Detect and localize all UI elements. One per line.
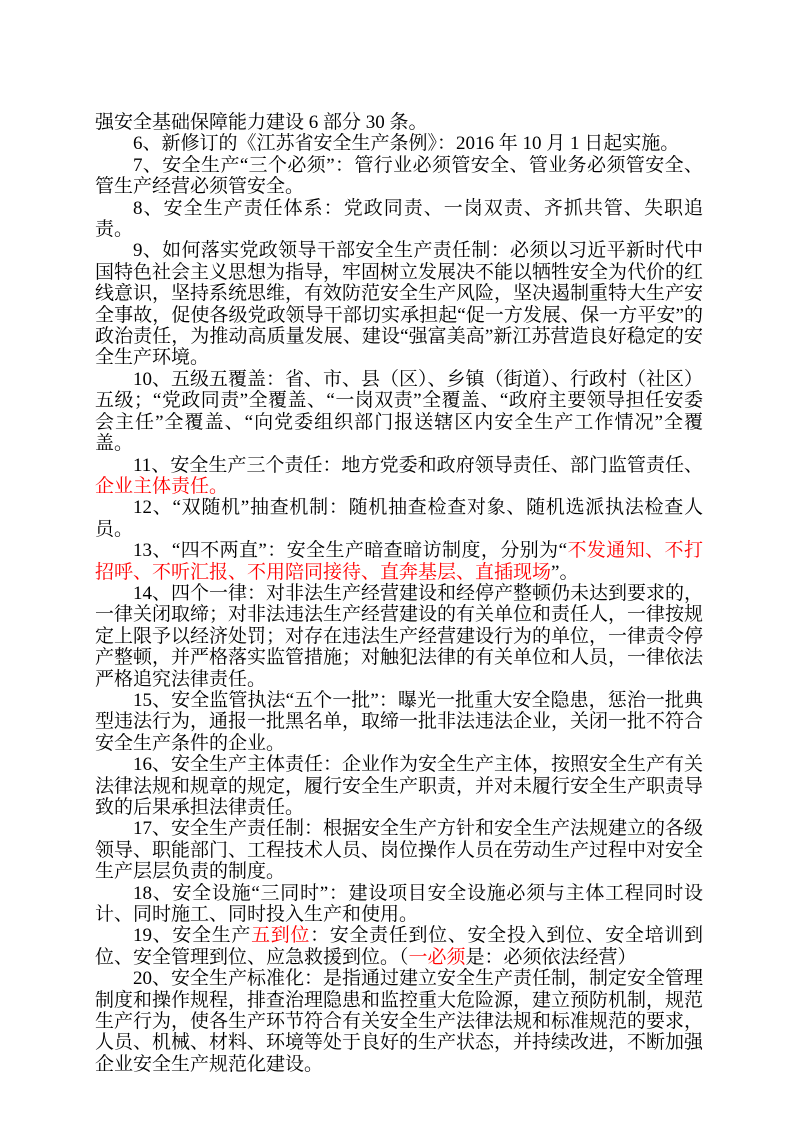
paragraph-7	[95, 155, 703, 198]
text-segment: 17、安全生产责任制：根据安全生产方针和安全生产法规建立的各级领导、职能部门、工程技术人员、岗位操作人员在劳动生产过程中对安全生产层层负责的制度。	[95, 818, 704, 883]
paragraph-11	[95, 455, 703, 498]
red-emphasis-text: 企业主体责任。	[95, 475, 229, 497]
text-segment: 是：必须依法经营）	[465, 946, 637, 968]
text-segment: 8、安全生产责任体系：党政同责、一岗双责、齐抓共管、失职追责。	[95, 197, 703, 241]
text-segment: 13、“四不两直”：安全生产暗查暗访制度，分别为“	[133, 540, 568, 562]
text-segment: 16、安全生产主体责任：企业作为安全生产主体，按照安全生产有关法律法规和规章的规定，履行安全生产职责，并对未履行安全生产职责导致的后果承担法律责任。	[95, 754, 704, 818]
paragraph-continuation	[95, 112, 703, 133]
paragraph-20	[95, 968, 703, 1075]
paragraph-15	[95, 690, 703, 754]
text-segment: 6、新修订的《江苏省安全生产条例》：2016 年 10 月 1 日起实施。	[133, 133, 680, 155]
text-segment: 20、安全生产标准化：是指通过建立安全生产责任制，制定安全管理制度和操作规程，排查治理隐患和监控重大危险源，建立预防机制，规范生产行为，使各生产环节符合有关安全生产法律法规和标准规范的要求，人员、机械、材料、环境等处于良好的生产状态，并持续改进，不断加强企业安全生产规范化建设。	[95, 968, 704, 1075]
red-emphasis-text: 不发通知、不打招呼、不听汇报、不用陪同接待、直奔基层、直插现场	[95, 540, 703, 583]
paragraph-12	[95, 497, 703, 540]
paragraph-14	[95, 583, 703, 690]
text-segment: 18、安全设施“三同时”：建设项目安全设施必须与主体工程同时设计、同时施工、同时投入生产和使用。	[95, 882, 703, 926]
text-segment: 10、五级五覆盖：省、市、县（区）、乡镇（街道）、行政村（社区）五级；“党政同责”全覆盖、“一岗双责”全覆盖、“政府主要领导担任安委会主任”全覆盖、“向党委组织部门报送辖区内安全生产工作情况”全覆盖。	[95, 368, 704, 455]
paragraph-13	[95, 540, 703, 583]
paragraph-16	[95, 754, 703, 818]
paragraph-19	[95, 925, 703, 968]
text-segment: 强安全基础保障能力建设 6 部分 30 条。	[95, 112, 428, 133]
text-segment: 14、四个一律：对非法生产经营建设和经停产整顿仍未达到要求的，一律关闭取缔；对非法违法生产经营建设的有关单位和责任人，一律按规定上限予以经济处罚；对存在违法生产经营建设行为的单位，一律责令停产整顿，并严格落实监管措施；对触犯法律的有关单位和人员，一律依法严格追究法律责任。	[95, 582, 704, 690]
text-segment: ”。	[551, 561, 579, 583]
text-segment: 7、安全生产“三个必须”：管行业必须管安全、管业务必须管安全、管生产经营必须管安全。	[95, 154, 703, 198]
text-segment: 11、安全生产三个责任：地方党委和政府领导责任、部门监管责任、	[133, 454, 703, 476]
paragraph-6	[95, 133, 703, 154]
text-segment: ：安全责任到位、安全投入到位、安全培训到位、安全管理到位、应急救援到位。（	[95, 925, 703, 968]
paragraph-18	[95, 883, 703, 926]
paragraph-9	[95, 240, 703, 368]
red-emphasis-text: 五到位	[251, 925, 311, 947]
text-segment: 9、如何落实党政领导干部安全生产责任制：必须以习近平新时代中国特色社会主义思想为指导，牢固树立发展决不能以牺牲安全为代价的红线意识，坚持系统思维，有效防范安全生产风险，坚决遏制重特大生产安全事故，促使各级党政领导干部切实承担起“促一方发展、保一方平安”的政治责任，为推动高质量发展、建设“强富美高”新江苏营造良好稳定的安全生产环境。	[95, 240, 704, 369]
text-segment: 12、“双随机”抽查机制：随机抽查检查对象、随机选派执法检查人员。	[95, 497, 703, 540]
paragraph-8	[95, 198, 703, 241]
paragraph-17	[95, 818, 703, 882]
text-segment: 15、安全监管执法“五个一批”：曝光一批重大安全隐患，惩治一批典型违法行为，通报一批黑名单，取缔一批非法违法企业，关闭一批不符合安全生产条件的企业。	[95, 689, 704, 754]
paragraph-10	[95, 369, 703, 455]
document-body	[95, 112, 703, 1075]
red-emphasis-text: 一必须	[408, 946, 466, 968]
text-segment: 19、安全生产	[133, 925, 252, 947]
